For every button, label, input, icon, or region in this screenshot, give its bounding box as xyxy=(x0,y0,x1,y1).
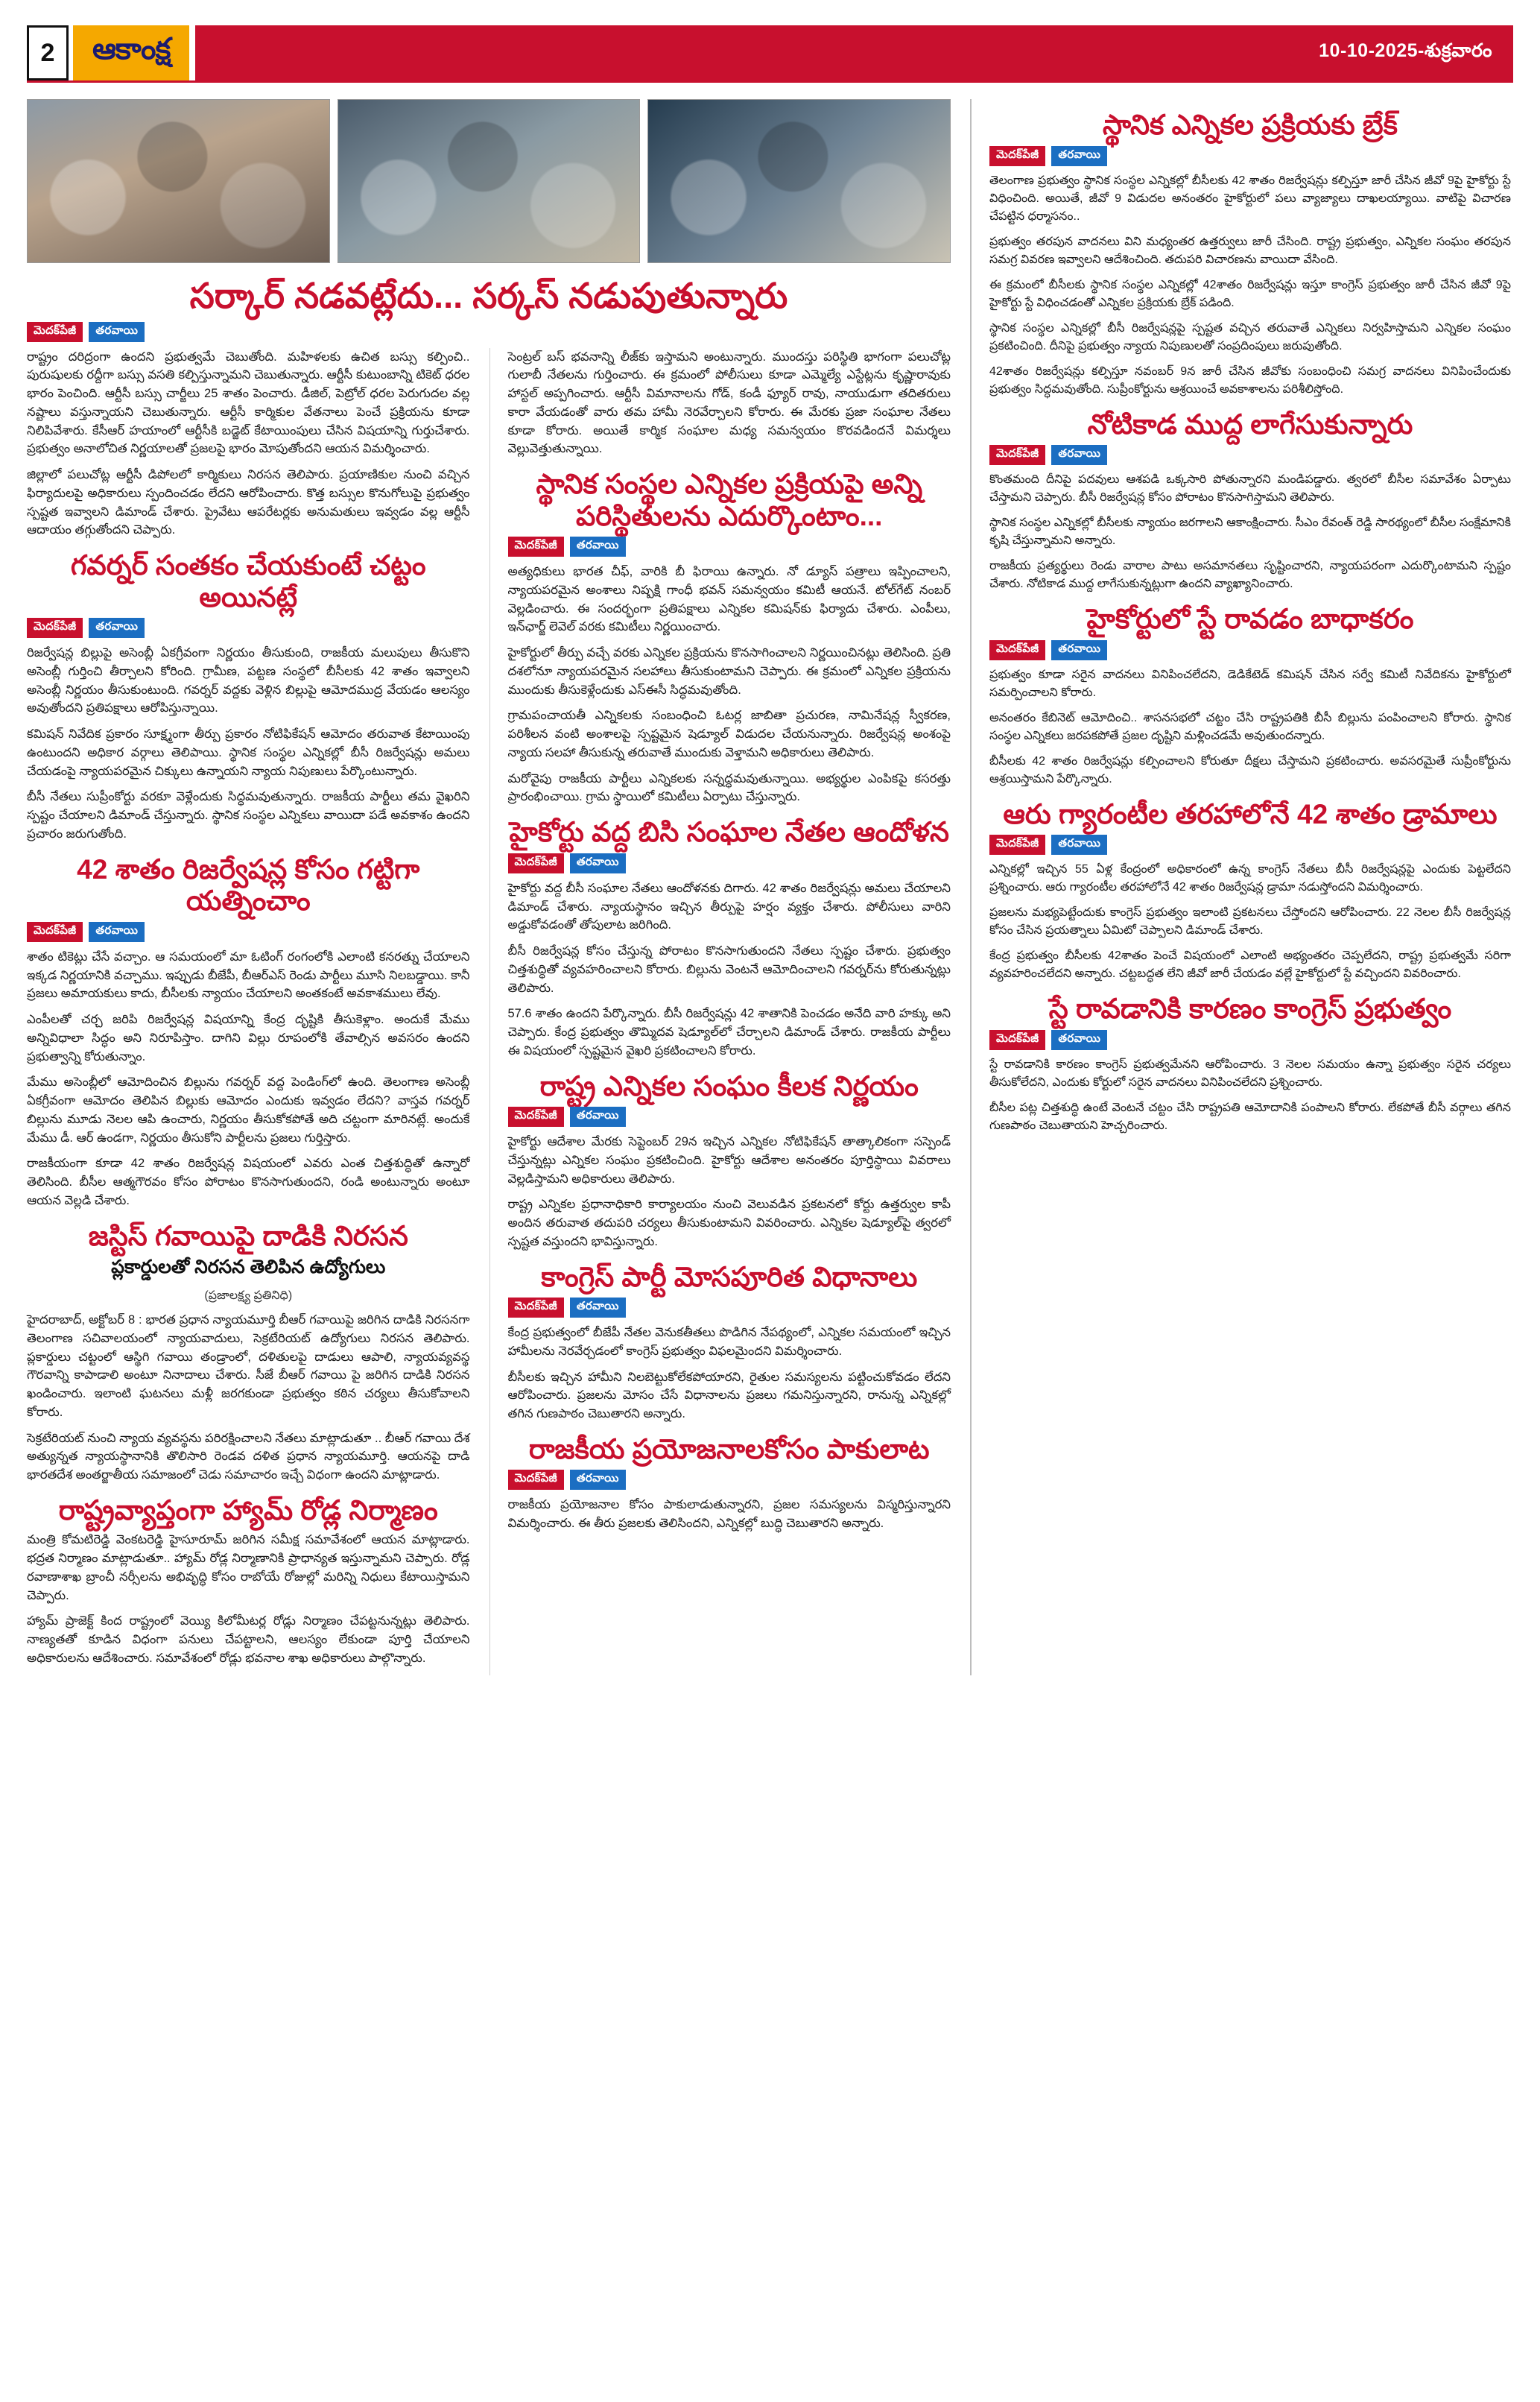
byline-badge-cont: తరవాయి xyxy=(89,922,145,942)
article-election-brake xyxy=(989,172,1511,399)
news-photo-leaders xyxy=(647,99,951,263)
paragraph: రాష్ట్రం దరిద్రంగా ఉందని ప్రభుత్వమే చెబుతోంది. మహిళలకు ఉచిత బస్సు కల్పించి.. పురుషులకు రద్దీగా బస్సు వసతి కల్పిస్తున్నామని చెబుతున్నారు. ఆర్టీసీ కుటుంబాన్ని టికెట్ ధరల భారం పెంచింది. ఆర్టీసీ బస్సు చార్జీలు 25 శాతం పెంచారు. డీజిల్, పెట్రోల్ ధరల పెరుగుదల వల్ల నష్టాలు వస్తున్నాయని చెబుతున్నారు. ఆర్టీసీ కార్మికుల వేతనాలు పెంచే ప్రక్రియను కూడా నిలిపివేశారు. కేసీఆర్ హయాంలో ఆర్టీసీకి బడ్జెట్ కేటాయింపులు చేసిన విషయాన్ని గుర్తుచేశారు. ప్రభుత్వం అనాలోచిత నిర్ణయాలతో ప్రజలపై భారం మోపుతోందని ఆయన విమర్శించారు. xyxy=(27,350,470,456)
article-local-bodies xyxy=(508,563,951,806)
article-notikaada xyxy=(989,471,1511,593)
paragraph: ఎంపీలతో చర్చ జరిపి రిజర్వేషన్ల విషయాన్ని కేంద్ర దృష్టికి తీసుకెళ్లాం. అందుకే మేము అన్నివిధాలా సిద్ధం అని నిరూపిస్తాం. దాగిని విల్లు రూపంలోకి తేవాల్సిన అవసరం ఉందని ప్రభుత్వాన్ని కోరుతున్నాం. xyxy=(27,1013,470,1063)
article-lead xyxy=(27,348,470,540)
article-congress-policies xyxy=(508,1324,951,1423)
paragraph: సెంట్రల్ బస్ భవనాన్ని లీజ్‌కు ఇస్తామని అంటున్నారు. ముందస్తు పరిస్థితి భాగంగా పలుచోట్ల గులాబీ నేతలను గుర్తించారు. ఈ క్రమంలో పోలీసులు కూడా ఎమ్మెల్యే ఎస్టేట్లను కృష్ణారావుకు హాస్టల్ అప్పగించారు. ఆర్టీసీ విమానాలను గోడ్, కండీ ఫ్యూర్ రావు, నాయుడుగా తదితరులు కారా వేయడంతో వారు తమ హామీ నెరవేర్చాలని కోరారు. ఈ మేరకు ప్రజా సంఘాల నేతలు కూడా కోరారు. అయితే కార్మిక సంఘాల మధ్య సమన్వయం కొరవడిందనే విమర్శలు వెల్లువెత్తుతున్నాయి. xyxy=(507,350,951,456)
byline-badge-place: మెదక్‌పేజీ xyxy=(989,146,1045,166)
headline-notikaada: నోటికాడ ముద్ద లాగేసుకున్నారు xyxy=(1087,408,1413,440)
headline-ham-roads: రాష్ట్రవ్యాప్తంగా హ్యామ్ రోడ్ల నిర్మాణం xyxy=(58,1494,438,1526)
paragraph: కమిషన్ నివేదిక ప్రకారం సూక్ష్మంగా తీర్పు ప్రకారం నోటిఫికేషన్ ఆమోదం తరువాత కేటాయింపు ఉంటుందని అధికార వర్గాలు తెలిపాయి. స్థానిక సంస్థల ఎన్నికల్లో బీసీ రిజర్వేషన్లు అమలు చేయడంపై న్యాయపరమైన చిక్కులు ఉన్నాయని న్యాయ నిపుణులు పేర్కొంటున్నారు. xyxy=(27,727,470,778)
byline xyxy=(27,322,951,342)
byline-badge-cont: తరవాయి xyxy=(570,1470,626,1490)
byline-badge-cont: తరవాయి xyxy=(1051,835,1107,855)
paragraph: బీసీ నేతలు సుప్రీంకోర్టు వరకూ వెళ్లేందుకు సిద్ధమవుతున్నారు. రాజకీయ పార్టీలు తమ వైఖరిని స్పష్టం చేయాలని డిమాండ్ చేస్తున్నారు. స్థానిక సంస్థల ఎన్నికలు వాయిదా పడే అవకాశం ఉందని ప్రచారం జరుగుతోంది. xyxy=(27,790,470,841)
article-stay-painful xyxy=(989,666,1511,788)
newspaper-page xyxy=(0,25,1540,2402)
paragraph: రిజర్వేషన్ల బిల్లుపై అసెంబ్లీ ఏకగ్రీవంగా నిర్ణయం తీసుకుంది, రాజకీయ మలుపులు తీసుకొని అసెంబ్లీ గుర్తించి తీర్చాలని కోరింది. గ్రామీణ, పట్టణ సంస్థలో బీసీలకు 42 శాతం ఇవ్వాలని అసెంబ్లీ నిర్ణయం తీసుకుంటుంది. గవర్నర్ వద్దకు వెళ్లిన బిల్లుపై ఆమోదముద్ర వేయడం ఆలస్యం అవుతోందని ప్రతిపక్షాలు ఆరోపిస్తున్నాయి. xyxy=(27,646,470,715)
paragraph: 57.6 శాతం ఉందని పేర్కొన్నారు. బీసీ రిజర్వేషన్లు 42 శాతానికి పెంచడం అనేది వారి హక్కు అని చెప్పారు. కేంద్ర ప్రభుత్వం తొమ్మిదవ షెడ్యూల్‌లో చేర్చాలని డిమాండ్ చేశారు. రాజకీయ పార్టీలు ఈ విషయంలో స్పష్టమైన వైఖరి ప్రకటించాలని కోరారు. xyxy=(507,1007,951,1058)
headline-local-bodies: స్థానిక సంస్థల ఎన్నికల ప్రక్రియపై అన్ని పరిస్థితులను ఎదుర్కొంటాం... xyxy=(536,469,922,531)
byline-badge-place: మెదక్‌పేజీ xyxy=(508,1107,564,1127)
byline-badge-cont: తరవాయి xyxy=(1051,445,1107,465)
byline-badge-place: మెదక్‌పేజీ xyxy=(508,1470,564,1490)
masthead-rule xyxy=(195,25,1513,80)
paragraph: హైకోర్టు ఆదేశాల మేరకు సెప్టెంబర్ 29న ఇచ్చిన ఎన్నికల నోటిఫికేషన్ తాత్కాలికంగా సస్పెండ్ చేస్తున్నట్లు ఎన్నికల సంఘం ప్రకటించింది. హైకోర్టు ఆదేశాల అనంతరం పూర్తిస్థాయి వివరాలు వెల్లడిస్తామని అధికారులు తెలిపారు. xyxy=(507,1135,951,1186)
paragraph: సెక్రటేరియట్ నుంచి న్యాయ వ్యవస్థను పరిరక్షించాలని నేతలు మాట్లాడుతూ .. బీఆర్ గవాయి దేశ అత్యున్నత న్యాయస్థానానికి తొలిసారి రెండవ దళిత ప్రధాన న్యాయమూర్తి. ఆయనపై దాడి భారతదేశ అంతర్జాతీయ సమాజంలో చెడు సమాచారం ఇచ్చే విధంగా ఉందని మాట్లాడారు. xyxy=(27,1431,470,1482)
paragraph: హైదరాబాద్, అక్టోబర్ 8 : భారత ప్రధాన న్యాయమూర్తి బీఆర్ గవాయిపై జరిగిన దాడికి నిరసనగా తెలంగాణ సచివాలయంలో న్యాయవాదులు, సెక్రటేరియట్ ఉద్యోగులు నిరసన తెలిపారు. ప్లకార్డులు చట్టంలో ఆస్థిగి గవాయి తండ్రాంలో, దళితులపై దాడులు ఆపాలి, న్యాయవ్యవస్థ గౌరవాన్ని కాపాడాలి అంటూ నినాదాలు చేశారు. సీజే బీఆర్ గవాయి పై జరిగిన దాడికి నిరసన ఖండించారు. ఇలాంటి ఘటనలు మళ్లీ జరగకుండా ప్రభుత్వం కఠిన చర్యలు తీసుకోవాలని కోరారు. xyxy=(27,1313,470,1419)
paragraph: బీసీలకు 42 శాతం రిజర్వేషన్లు కల్పించాలని కోరుతూ దీక్షలు చేస్తామని ప్రకటించారు. అవసరమైతే సుప్రీంకోర్టును ఆశ్రయిస్తామని పేర్కొన్నారు. xyxy=(989,754,1511,786)
logo-text: ఆకాంక్ష xyxy=(92,32,171,66)
paragraph: బీసీలకు ఇచ్చిన హామీని నిలబెట్టుకోలేకపోయారని, రైతుల సమస్యలను పట్టించుకోవడం లేదని ఆరోపించారు. ప్రజలను మోసం చేసే విధానాలను ప్రజలు గమనిస్తున్నారని, రానున్న ఎన్నికల్లో తగిన గుణపాఠం చెబుతారని అన్నారు. xyxy=(507,1370,951,1421)
article-bc-protest xyxy=(508,879,951,1061)
byline xyxy=(989,445,1511,465)
paragraph: హ్యామ్ ప్రాజెక్ట్ కింద రాష్ట్రంలో వెయ్యి కిలోమీటర్ల రోడ్లు నిర్మాణం చేపట్టనున్నట్లు తెలిపారు. నాణ్యతతో కూడిన విధంగా పనులు చేపట్టాలని, ఆలస్యం లేకుండా పూర్తి చేయాలని అధికారులను ఆదేశించారు. సమావేశంలో రోడ్లు భవనాల శాఖ అధికారులు పాల్గొన్నారు. xyxy=(27,1614,470,1665)
right-section xyxy=(970,99,1511,1675)
paragraph: కేంద్ర ప్రభుత్వం బీసీలకు 42శాతం పెంచే విషయంలో ఎలాంటి అభ్యంతరం చెప్పలేదని, రాష్ట్ర ప్రభుత్వమే సరిగా వ్యవహరించలేదని అన్నారు. చట్టబద్ధత లేని జీవో జారీ చేయడం వల్లే హైకోర్టులో స్టే వచ్చిందని వివరించారు. xyxy=(989,949,1511,981)
byline-badge-cont: తరవాయి xyxy=(1051,146,1107,166)
subheadline-gavai: ప్లకార్డులతో నిరసన తెలిపిన ఉద్యోగులు xyxy=(111,1257,386,1278)
byline-badge-place: మెదక్‌పేజీ xyxy=(27,922,83,942)
byline-badge-cont: తరవాయి xyxy=(570,537,626,557)
headline-bc-protest-highcourt: హైకోర్టు వద్ద బిసి సంఘాల నేతల ఆందోళన xyxy=(509,817,950,848)
article-gavai xyxy=(27,1311,470,1485)
byline xyxy=(989,640,1511,660)
byline-badge-place: మెదక్‌పేజీ xyxy=(27,618,83,638)
paragraph: ఎన్నికల్లో ఇచ్చిన 55 ఏళ్ల కేంద్రంలో అధికారంలో ఉన్న కాంగ్రెస్ నేతలు బీసీ రిజర్వేషన్లపై ఎందుకు పెట్టలేదని ప్రశ్నించారు. ఆరు గ్యారంటీల తరహాలోనే 42 శాతం రిజర్వేషన్ల డ్రామా నడుస్తోందని విమర్శించారు. xyxy=(989,863,1511,894)
byline-badge-place: మెదక్‌పేజీ xyxy=(508,853,564,873)
headline-gavai-protest: జస్టిస్ గవాయిపై దాడికి నిరసన xyxy=(88,1220,408,1251)
headline-political-gain: రాజకీయ ప్రయోజనాలకోసం పాకులాట xyxy=(528,1433,930,1464)
paragraph: మరోవైపు రాజకీయ పార్టీలు ఎన్నికలకు సన్నద్ధమవుతున్నాయి. అభ్యర్థుల ఎంపికపై కసరత్తు ప్రారంభించాయి. గ్రామ స్థాయిలో కమిటీలు ఏర్పాటు చేస్తున్నారు. xyxy=(507,771,951,804)
byline xyxy=(27,922,470,942)
article-42-percent xyxy=(27,948,470,1210)
headline-stay-reason: స్టే రావడానికి కారణం కాంగ్రెస్ ప్రభుత్వం xyxy=(1048,993,1452,1025)
news-photo-meeting xyxy=(338,99,641,263)
article-lead-continued xyxy=(508,348,951,459)
byline xyxy=(989,835,1511,855)
middle-inner-column xyxy=(489,348,951,1675)
byline-badge-place: మెదక్‌పేజీ xyxy=(508,1298,564,1318)
article-sec-decision xyxy=(508,1133,951,1251)
page-number: 2 xyxy=(27,25,69,80)
article-stay-reason xyxy=(989,1056,1511,1135)
masthead xyxy=(27,25,1513,83)
byline-badge-cont: తరవాయి xyxy=(570,1298,626,1318)
photo-strip xyxy=(27,99,951,263)
paragraph: రాష్ట్ర ఎన్నికల ప్రధానాధికారి కార్యాలయం నుంచి వెలువడిన ప్రకటనలో కోర్టు ఉత్తర్వుల కాపీ అందిన తరువాత తదుపరి చర్యలు తీసుకుంటామని వివరించారు. ఎన్నికల షెడ్యూల్‌పై త్వరలో స్పష్టత వస్తుందని భావిస్తున్నారు. xyxy=(507,1198,951,1248)
paragraph: అనంతరం కేబినెట్ ఆమోదించి.. శాసనసభలో చట్టం చేసి రాష్ట్రపతికి బీసీ బిల్లును పంపించాలని కోరారు. స్థానిక సంస్థల ఎన్నికలు జరపకపోతే ప్రజల దృష్టిని మళ్లించడమే అవుతుందన్నారు. xyxy=(989,711,1511,742)
byline xyxy=(508,853,951,873)
article-political-gain xyxy=(508,1496,951,1533)
byline-badge-cont: తరవాయి xyxy=(89,322,145,342)
news-photo-hospital xyxy=(27,99,330,263)
left-two-column-wrap xyxy=(27,348,951,1675)
publication-logo xyxy=(73,25,189,80)
article-governor xyxy=(27,644,470,844)
paragraph: బీసీల పట్ల చిత్తశుద్ధి ఉంటే వెంటనే చట్టం చేసి రాష్ట్రపతి ఆమోదానికి పంపాలని కోరారు. లేకపోతే బీసీ వర్గాలు తగిన గుణపాఠం చెబుతాయని హెచ్చరించారు. xyxy=(989,1101,1511,1132)
paragraph: రాజకీయ ప్రత్యర్థులు రెండు వారాల పాటు అసమానతలు సృష్టించారని, న్యాయపరంగా ఎదుర్కొంటామని స్పష్టం చేశారు. నోటికాడ ముద్ద లాగేసుకున్నట్లుగా ఉందని వ్యాఖ్యానించారు. xyxy=(989,560,1511,591)
paragraph: రాజకీయ ప్రయోజనాల కోసం పాకులాడుతున్నారని, ప్రజల సమస్యలను విస్మరిస్తున్నారని విమర్శించారు. ఈ తీరు ప్రజలకు తెలిసిందని, ఎన్నికల్లో బుద్ధి చెబుతారని అన్నారు. xyxy=(507,1498,951,1531)
paragraph: స్థానిక సంస్థల ఎన్నికల్లో బీసీలకు న్యాయం జరగాలని ఆకాంక్షించారు. సీఎం రేవంత్ రెడ్డి సారథ్యంలో బీసీల సంక్షేమానికి కృషి చేస్తున్నామని అన్నారు. xyxy=(989,516,1511,548)
paragraph: శాతం టికెట్లు చేసే వచ్చాం. ఆ సమయంలో మా ఓటింగ్ రంగంలోకి ఎలాంటి కనరత్ను చేయాలని ఇక్కడ నిర్ణయానికి వచ్చాము. ఇప్పుడు బీజేపీ, బీఆర్ఎస్ రెండు పార్టీలు మూసి నిలబడ్డాయి. కానీ ప్రజలు అమాయకులు కాదు, బీసీలకు న్యాయం చేయాలని అంతకంటే అవకాశములు లేవు. xyxy=(27,949,470,1001)
headline-governor: గవర్నర్ సంతకం చేయకుంటే చట్టం అయినట్లే xyxy=(70,550,426,613)
article-ham-roads xyxy=(27,1531,470,1667)
paragraph: 42శాతం రిజర్వేషన్లు కల్పిస్తూ నవంబర్ 9న జారీ చేసిన జీవోకు సంబంధించి సమగ్ర వాదనలు వినిపించేందుకు ప్రభుత్వం సిద్ధమవుతోంది. సుప్రీంకోర్టును ఆశ్రయించే అవకాశాలను పరిశీలిస్తోంది. xyxy=(989,364,1511,396)
paragraph: ప్రభుత్వం కూడా సరైన వాదనలు వినిపించలేదని, డెడికేటెడ్ కమిషన్ చేసిన సర్వే కమిటీ నివేదికను హైకోర్టులో సమర్పించాలని కోరారు. xyxy=(989,668,1511,699)
paragraph: తెలంగాణ ప్రభుత్వం స్థానిక సంస్థల ఎన్నికల్లో బీసీలకు 42 శాతం రిజర్వేషన్లు కల్పిస్తూ జారీ చేసిన జీవో 9పై హైకోర్టు స్టే విధించింది. అయితే, జీవో 9 విడుదల అనంతరం హైకోర్టులో పలు వ్యాజ్యాలు దాఖలయ్యాయి. వాటిపై విచారణ చేపట్టిన ధర్మాసనం.. xyxy=(989,174,1511,223)
agency-credit: (ప్రజాలక్ష్య ప్రతినిధి) xyxy=(204,1289,293,1303)
paragraph: హైకోర్టు వద్ద బీసీ సంఘాల నేతలు ఆందోళనకు దిగారు. 42 శాతం రిజర్వేషన్లు అమలు చేయాలని డిమాండ్ చేశారు. న్యాయస్థానం ఇచ్చిన తీర్పుపై హర్షం వ్యక్తం చేశారు. పోలీసులు వారిని అడ్డుకోవడంతో తోపులాట జరిగింది. xyxy=(507,881,951,932)
byline xyxy=(508,537,951,557)
byline xyxy=(508,1298,951,1318)
byline-badge-cont: తరవాయి xyxy=(570,1107,626,1127)
paragraph: మంత్రి కోమటిరెడ్డి వెంకటరెడ్డి హైసూరూమ్ జరిగిన సమీక్ష సమావేశంలో ఆయన మాట్లాడారు. భద్రత నిర్మాణం మాట్లాడుతూ.. హ్యామ్ రోడ్ల నిర్మాణానికి ప్రాధాన్యత ఇస్తున్నామని చెప్పారు. రోడ్ల రవాణాశాఖ బ్రాంచీ నర్సీలను అభివృద్ధి కోసం రాబోయే రోజుల్లో మరిన్ని నిధులు కేటాయిస్తామని చెప్పారు. xyxy=(27,1533,470,1602)
article-six-guarantees xyxy=(989,861,1511,983)
paragraph: మేము అసెంబ్లీలో ఆమోదించిన బిల్లును గవర్నర్ వద్ద పెండింగ్‌లో ఉంది. తెలంగాణ అసెంబ్లీ ఏకగ్రీవంగా ఆమోదం తెలిపిన బిల్లుకు ఆమోదం ఎందుకు ఇవ్వడం లేదని? వాస్తవ గవర్నర్ బిల్లును మూడు నెలల ఆపి ఉంచారు, నిర్ణయం తీసుకోకపోతే అది చట్టంగా మారినట్లే. అందుకే మేము డీ. ఆర్ ఉండగా, నిర్ణయం తీసుకోని పార్టీలను ప్రజలు గుర్తిస్తారు. xyxy=(27,1075,470,1145)
byline xyxy=(508,1470,951,1490)
byline xyxy=(989,1030,1511,1050)
headline-sec-decision: రాష్ట్ర ఎన్నికల సంఘం కీలక నిర్ణయం xyxy=(539,1070,919,1102)
headline-congress-policies: కాంగ్రెస్ పార్టీ మోసపూరిత విధానాలు xyxy=(541,1261,918,1292)
page-content xyxy=(27,99,1513,1675)
paragraph: కేంద్ర ప్రభుత్వంలో బీజేపీ నేతల వెనుకతీతలు పొడిగిన నేపథ్యంలో, ఎన్నికల సమయంలో ఇచ్చిన హామీలను నెరవేర్చడంలో కాంగ్రెస్ ప్రభుత్వం విఫలమైందని విమర్శించారు. xyxy=(507,1326,951,1358)
paragraph: ఈ క్రమంలో బీసీలకు స్థానిక సంస్థల ఎన్నికల్లో 42శాతం రిజర్వేషన్లు ఇస్తూ కాంగ్రెస్ ప్రభుత్వం జారీ చేసిన జీవో 9పై హైకోర్టు స్టే విధించడంతో ఎన్నికల ప్రక్రియకు బ్రేక్ పడింది. xyxy=(989,278,1511,309)
headline-six-guarantees: ఆరు గ్యారంటీల తరహాలోనే 42 శాతం డ్రామాలు xyxy=(1003,798,1498,829)
paragraph: ప్రజలను మభ్యపెట్టేందుకు కాంగ్రెస్ ప్రభుత్వం ఇలాంటి ప్రకటనలు చేస్తోందని ఆరోపించారు. 22 నెలల బీసీ రిజర్వేషన్ల కోసం చేసిన ప్రయత్నాలు ఏమిటో చెప్పాలని డిమాండ్ చేశారు. xyxy=(989,906,1511,938)
byline-badge-place: మెదక్‌పేజీ xyxy=(989,640,1045,660)
byline-badge-place: మెదక్‌పేజీ xyxy=(989,1030,1045,1050)
left-inner-column xyxy=(27,348,470,1675)
paragraph: కొంతమంది దీనిపై పదవులు ఆశపడి ఒక్కసారి పోతున్నారని మండిపడ్డారు. త్వరలో బీసీల సమావేశం ఏర్పాటు చేస్తామని చెప్పారు. బీసీ రిజర్వేషన్ల కోసం పోరాటం కొనసాగిస్తామని తెలిపారు. xyxy=(989,473,1511,505)
byline xyxy=(508,1107,951,1127)
byline-badge-place: మెదక్‌పేజీ xyxy=(508,537,564,557)
byline-badge-cont: తరవాయి xyxy=(1051,640,1107,660)
headline-42-percent: 42 శాతం రిజర్వేషన్ల కోసం గట్టిగా యత్నించాం xyxy=(77,853,420,917)
publication-date: 10-10-2025-శుక్రవారం xyxy=(1319,39,1492,61)
byline-badge-place: మెదక్‌పేజీ xyxy=(989,445,1045,465)
byline-badge-cont: తరవాయి xyxy=(89,618,145,638)
paragraph: అత్యధికులు భారత చీఫ్, వారికి బీ ఫిరాయి ఉన్నారు. నో డ్యూస్ పత్రాలు ఇప్పించాలని, న్యాయపరమైన అంశాలు నిష్పక్షి గాంధీ భవన్ సమన్వయం కమిటీ ఆయనే. టోల్‌గేట్ నంబర్ వెల్లడించారు. ఈ సందర్భంగా ప్రతిపక్షాలు ఎన్నికల కమిషన్‌కు ఫిర్యాదు చేశారు. ఎంపీలు, ఇన్‌ఛార్జ్ లెవెల్ వరకు కమిటీలు నిర్ణయించారు. xyxy=(507,565,951,634)
paragraph: రాజకీయంగా కూడా 42 శాతం రిజర్వేషన్ల విషయంలో ఎవరు ఎంత చిత్తశుద్ధితో ఉన్నారో తెలిసింది. బీసీల ఆత్మగౌరవం కోసం పోరాటం కొనసాగుతుందని, రండి అంటున్నారు అంటూ ఆయన వెల్లడి చేశారు. xyxy=(27,1157,470,1207)
byline xyxy=(989,146,1511,166)
left-section xyxy=(27,99,951,1675)
paragraph: హైకోర్టులో తీర్పు వచ్చే వరకు ఎన్నికల ప్రక్రియను కొనసాగించాలని నిర్ణయించినట్లు తెలిసింది. ప్రతి దశలోనూ న్యాయపరమైన సలహాలు తీసుకుంటామని చెప్పారు. ఈ క్రమంలో ఎన్నికల ప్రక్రియను ముందుకు తీసుకెళ్లేందుకు ఎస్ఈసీ సిద్ధమవుతోంది. xyxy=(507,646,951,697)
byline-badge-cont: తరవాయి xyxy=(1051,1030,1107,1050)
byline-badge-cont: తరవాయి xyxy=(570,853,626,873)
headline-stay-painful: హైకోర్టులో స్టే రావడం బాధాకరం xyxy=(1086,604,1414,635)
lead-headline: సర్కార్ నడవట్లేదు... సర్కస్ నడుపుతున్నారు xyxy=(189,276,788,315)
byline-badge-place: మెదక్‌పేజీ xyxy=(989,835,1045,855)
paragraph: ప్రభుత్వం తరపున వాదనలు విని మధ్యంతర ఉత్తర్వులు జారీ చేసింది. రాష్ట్ర ప్రభుత్వం, ఎన్నికల సంఘం తరపున సమగ్ర వివరణ ఇవ్వాలని ఆదేశించింది. తదుపరి విచారణను వాయిదా వేసింది. xyxy=(989,235,1511,266)
paragraph: స్థానిక సంస్థల ఎన్నికల్లో బీసీ రిజర్వేషన్లపై స్పష్టత వచ్చిన తరువాతే ఎన్నికలు నిర్వహిస్తామని ఎన్నికల సంఘం ప్రకటించింది. దీనిపై ప్రభుత్వం న్యాయ నిపుణులతో సంప్రదింపులు జరుపుతోంది. xyxy=(989,321,1511,353)
paragraph: బీసీ రిజర్వేషన్ల కోసం చేస్తున్న పోరాటం కొనసాగుతుందని నేతలు స్పష్టం చేశారు. ప్రభుత్వం చిత్తశుద్ధితో వ్యవహరించాలని కోరారు. బిల్లును వెంటనే ఆమోదించాలని గవర్నర్‌ను కోరుతున్నట్లు తెలిపారు. xyxy=(507,944,951,995)
headline-election-brake: స్థానిక ఎన్నికల ప్రక్రియకు బ్రేక్ xyxy=(1103,110,1398,140)
paragraph: జిల్లాలో పలుచోట్ల ఆర్టీసీ డిపోలలో కార్మికులు నిరసన తెలిపారు. ప్రయాణికుల నుంచి వచ్చిన ఫిర్యాదులపై అధికారులు స్పందించడం లేదని ఆరోపించారు. కొత్త బస్సుల కొనుగోలుపై ప్రభుత్వం స్పష్టత ఇవ్వాలని డిమాండ్ చేశారు. ప్రైవేటు ఆపరేటర్లకు అనుమతులు ఇవ్వడం వల్ల ఆర్టీసీ ఆదాయం తగ్గుతోందని చెప్పారు. xyxy=(27,468,470,537)
paragraph: స్టే రావడానికి కారణం కాంగ్రెస్ ప్రభుత్వమేనని ఆరోపించారు. 3 నెలల సమయం ఉన్నా ప్రభుత్వం సరైన చర్యలు తీసుకోలేదని, ఎందుకు కోర్టులో సరైన వాదనలు వినిపించలేదని ప్రశ్నించారు. xyxy=(989,1058,1511,1089)
paragraph: గ్రామపంచాయతీ ఎన్నికలకు సంబంధించి ఓటర్ల జాబితా ప్రచురణ, నామినేషన్ల స్వీకరణ, పరిశీలన వంటి అంశాలపై స్పష్టమైన షెడ్యూల్ విడుదల చేయనున్నారు. రిజర్వేషన్ల అంశంపై న్యాయ సలహా తీసుకున్న తరువాతే ముందుకు వెళ్తామని అధికారులు తెలిపారు. xyxy=(507,709,951,759)
byline xyxy=(27,618,470,638)
byline-badge-place: మెదక్‌పేజీ xyxy=(27,322,83,342)
